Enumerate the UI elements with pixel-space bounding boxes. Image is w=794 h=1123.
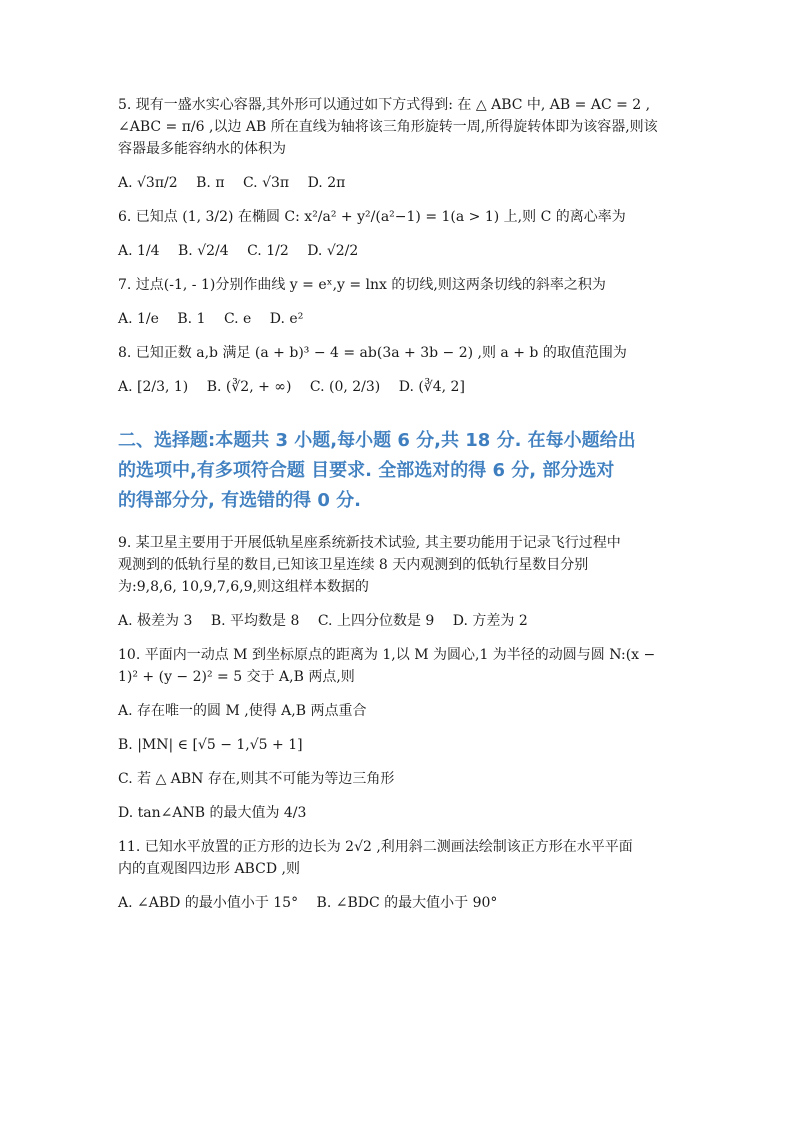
option-c: C. (0, 2/3) xyxy=(309,379,381,395)
option-c: C. 1/2 xyxy=(247,243,289,259)
option-b: B. π xyxy=(196,175,225,191)
question-6-options xyxy=(118,240,698,262)
option-c: C. 上四分位数是 9 xyxy=(317,613,435,629)
option-d: D. (∛4, 2] xyxy=(398,379,465,395)
section-2-line-3: 的得部分分, 有选错的得 0 分. xyxy=(118,490,361,511)
question-10-line-2: 1)² + (y − 2)² = 5 交于 A,B 两点,则 xyxy=(118,669,355,685)
question-9 xyxy=(118,532,698,598)
option-b: B. 平均数是 8 xyxy=(210,613,300,629)
option-b: B. (∛2, + ∞) xyxy=(206,379,292,395)
question-7-options xyxy=(118,308,698,330)
option-a: A. 1/4 xyxy=(118,243,160,259)
option-d: D. 2π xyxy=(307,175,346,191)
option-c: C. √3π xyxy=(242,175,290,191)
question-9-line-1: 9. 某卫星主要用于开展低轨星座系统新技术试验, 其主要功能用于记录飞行过程中 xyxy=(118,535,621,551)
question-10-option-d: D. tan∠ANB 的最大值为 4/3 xyxy=(118,805,307,821)
option-a: A. √3π/2 xyxy=(118,175,178,191)
question-5 xyxy=(118,94,698,160)
question-6 xyxy=(118,206,698,228)
exam-content xyxy=(118,94,698,926)
option-d: D. √2/2 xyxy=(307,243,359,259)
question-8 xyxy=(118,342,698,364)
question-6-line-1: 6. 已知点 (1, 3/2) 在椭圆 C: x²/a² + y²/(a²−1) = 1(a > 1) 上,则 C 的离心率为 xyxy=(118,209,626,225)
question-5-line-2: ∠ABC = π/6 ,以边 AB 所在直线为轴将该三角形旋转一周,所得旋转体即为该容器,则该 xyxy=(118,119,658,135)
option-b: B. ∠BDC 的最大值小于 90° xyxy=(316,895,498,911)
question-5-line-3: 容器最多能容纳水的体积为 xyxy=(118,141,286,157)
question-7 xyxy=(118,274,698,296)
question-11-line-1: 11. 已知水平放置的正方形的边长为 2√2 ,利用斜二测画法绘制该正方形在水平平面 xyxy=(118,839,633,855)
question-9-line-3: 为:9,8,6, 10,9,7,6,9,则这组样本数据的 xyxy=(118,579,369,595)
section-2-heading xyxy=(118,426,698,516)
question-10-option-a: A. 存在唯一的圆 M ,使得 A,B 两点重合 xyxy=(118,703,367,719)
question-10-option-b: B. |MN| ∈ [√5 − 1,√5 + 1] xyxy=(118,737,303,753)
question-9-line-2: 观测到的低轨行星的数目,已知该卫星连续 8 天内观测到的低轨行星数目分别 xyxy=(118,557,589,573)
question-5-options xyxy=(118,172,698,194)
option-a: A. 1/e xyxy=(118,311,159,327)
option-d: D. 方差为 2 xyxy=(452,613,528,629)
question-11 xyxy=(118,836,698,880)
question-8-line-1: 8. 已知正数 a,b 满足 (a + b)³ − 4 = ab(3a + 3b − 2) ,则 a + b 的取值范围为 xyxy=(118,345,627,361)
section-2-line-1: 二、选择题:本题共 3 小题,每小题 6 分,共 18 分. 在每小题给出 xyxy=(118,430,636,451)
question-11-options xyxy=(118,892,698,914)
question-5-line-1: 5. 现有一盛水实心容器,其外形可以通过如下方式得到: 在 △ ABC 中, AB = AC = 2 , xyxy=(118,97,651,113)
question-10-line-1: 10. 平面内一动点 M 到坐标原点的距离为 1,以 M 为圆心,1 为半径的动圆与圆 N:(x − xyxy=(118,647,656,663)
option-d: D. e² xyxy=(269,311,304,327)
section-2-line-2: 的选项中,有多项符合题 目要求. 全部选对的得 6 分, 部分选对 xyxy=(118,460,615,481)
question-11-line-2: 内的直观图四边形 ABCD ,则 xyxy=(118,861,300,877)
question-10 xyxy=(118,644,698,688)
option-b: B. 1 xyxy=(177,311,206,327)
question-10-option-c: C. 若 △ ABN 存在,则其不可能为等边三角形 xyxy=(118,771,395,787)
question-9-options xyxy=(118,610,698,632)
question-8-options xyxy=(118,376,698,398)
option-b: B. √2/4 xyxy=(178,243,229,259)
option-a: A. ∠ABD 的最小值小于 15° xyxy=(118,895,299,911)
option-c: C. e xyxy=(223,311,252,327)
option-a: A. 极差为 3 xyxy=(118,613,193,629)
option-a: A. [2/3, 1) xyxy=(118,379,189,395)
question-7-line-1: 7. 过点(-1, - 1)分别作曲线 y = eˣ,y = lnx 的切线,则这两条切线的斜率之积为 xyxy=(118,277,606,293)
